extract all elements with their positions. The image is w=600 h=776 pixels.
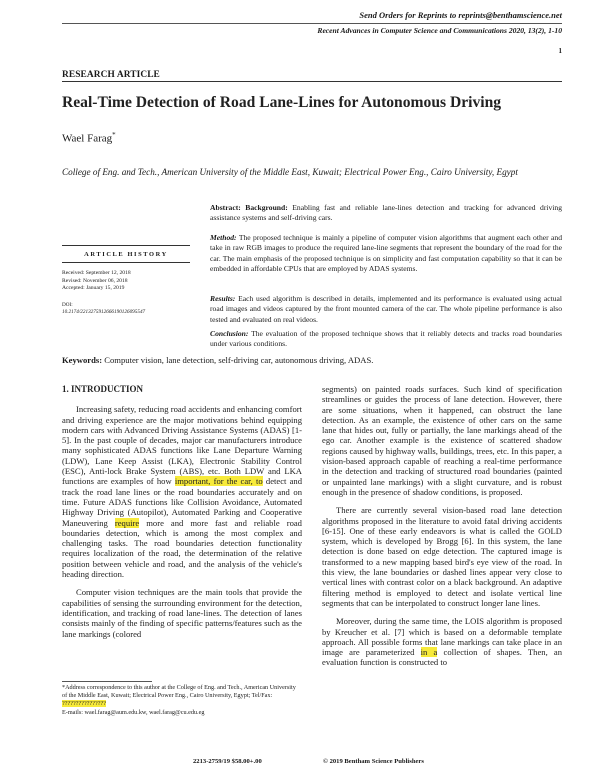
abstract-method-text: The proposed technique is mainly a pipeline of computer vision algorithms that augment each other and take in raw RGB images to produce the required lane-line segments that represent the boundary of the road for the car. The main emphasis of the proposed technique is on simplicity and fast computation capability so that it can be embedded in affordable CPUs that are employed by ADAS systems. <box>210 233 563 273</box>
received-date: Received: September 12, 2018 <box>62 270 131 276</box>
intro-paragraph-5 <box>322 616 562 667</box>
highlight-2[interactable]: require <box>114 517 140 528</box>
intro-paragraph-4: There are currently several vision-based road lane detection algorithms proposed in the literature to avoid fatal driving accidents [6-15]. One of these early endeavors is what is called the GOLD system, which is developed by Brogg [6]. In this system, the lane detection is done based on edge detection. The captured image is transformed to a new mapping based bird's eye view of the road. In this view, the lane boundaries or dashed lines appear very close to vertical lines with contrast color on a black background. An adaptive filtering method is employed to detect and isolate vertical line segments that can be interpolated to construct longer lane lines. <box>322 505 562 608</box>
footnote-emails: E-mails: wael.farag@aum.edu.kw, wael.farag@cu.edu.eg <box>62 708 205 716</box>
affiliation: College of Eng. and Tech., American University of the Middle East, Kuwait; Electrical Power Eng., Cairo University, Egypt <box>62 167 518 177</box>
abstract-conclusion <box>210 329 562 350</box>
author-text: Wael Farag <box>62 132 113 145</box>
abstract-conclusion-text: The evaluation of the proposed technique shows that it reliably detects and tracks road boundaries under various conditions. <box>210 329 562 349</box>
left-column <box>62 384 302 647</box>
abstract-method-label: Method: <box>210 233 237 242</box>
right-column <box>322 384 562 676</box>
abstract-results-text: Each used algorithm is described in details, implemented and its performance is evaluated using actual road images and videos captured by the front mounted camera of the car. The whole pipeline performance is also tested and evaluated on real videos. <box>210 294 562 324</box>
section-heading-introduction: 1. INTRODUCTION <box>62 384 144 394</box>
keywords-label: Keywords: <box>62 355 103 365</box>
intro-paragraph-1 <box>62 404 302 579</box>
paper-title: Real-Time Detection of Road Lane-Lines for Autonomous Driving <box>62 94 502 111</box>
article-history-heading: ARTICLE HISTORY <box>62 245 190 263</box>
intro-p1-text-b: detect and track the road lane lines or the road boundaries accurately and on time. Future ADAS functions like Collision Avoidance, Automated Highway Driving (Autopilot), Automated Parking and Cooperative Maneuvering <box>62 476 303 528</box>
history-dates <box>62 270 190 293</box>
intro-paragraph-3: segments) on painted roads surfaces. Such kind of specification streamlines or guides the process of lane detection. However, there are some situations, when it happened, can obstruct the lane detection. As an example, the existence of other cars on the same lane that hides out, fully or partially, the lane markings ahead of the ego car. Another example is the existence of scattered shadow regions caused by highway walls, buildings, trees, etc. In this paper, a vision-based approach capable of reaching a real-time performance in the detection and tracking of structured road boundaries (painted or unpainted lane markings) with a slight curvature, and is robust enough in the presence of shadow conditions, is proposed. <box>322 384 562 497</box>
footnote-tel[interactable]: ???????????????? <box>62 700 106 708</box>
journal-citation: Recent Advances in Computer Science and Communications 2020, 13(2), 1-10 <box>317 26 562 35</box>
page-number: 1 <box>558 47 562 55</box>
keywords <box>62 355 373 365</box>
abstract-results-label: Results: <box>210 294 236 303</box>
intro-p5-text-b: collection of shapes. Then, an evaluation function is constructed to <box>322 647 563 668</box>
accepted-date: Accepted: January 15, 2019 <box>62 285 125 292</box>
reprints-notice: Send Orders for Reprints to reprints@benthamscience.net <box>359 10 562 20</box>
doi-label: DOI: <box>62 301 73 308</box>
doi <box>62 302 190 316</box>
article-type: RESEARCH ARTICLE <box>62 70 160 80</box>
abstract-conclusion-label: Conclusion: <box>210 329 249 338</box>
abstract-method <box>210 233 562 274</box>
abstract-background-text: Enabling fast and reliable lane-lines detection and tracking for advanced driving assistance systems and self-driving cars. <box>210 203 562 223</box>
intro-p1-text-c: more and more fast and reliable road boundaries detection, which is among the most complex and challenging tasks. The road boundaries detection functionality requires localization of the road, the determination of the relative position between vehicle and road, and the analysis of the vehicle's heading direction. <box>62 517 302 580</box>
doi-link[interactable]: 10.2174/2213275912666190126095547 <box>62 308 146 315</box>
keywords-text: Computer vision, lane detection, self-driving car, autonomous driving, ADAS. <box>104 355 374 365</box>
author-mark: * <box>112 131 116 139</box>
highlight-1[interactable]: important, for the car, to <box>174 476 263 487</box>
abstract-results <box>210 294 562 325</box>
author-name <box>62 131 116 145</box>
footnote-rule <box>62 681 152 682</box>
intro-p5-text-a: Moreover, during the same time, the LOIS algorithm is proposed by Kreucher et al. [7] which is based on a deformable template approach. All possible forms that lane markings can take place in an image are parameterized <box>322 616 562 658</box>
correspondence-footnote <box>62 684 302 717</box>
intro-paragraph-2: Computer vision techniques are the main tools that provide the capabilities of sensing the surrounding environment for the detection, identification, and tracking of road lane-lines. The detection of lanes consists mainly of the finding of specific patterns/features such as the lane markings (colored <box>62 587 302 639</box>
footnote-text: *Address correspondence to this author at the College of Eng. and Tech., American University of the Middle East, Kuwait; Electrical Power Eng., Cairo University, Egypt; Tel/Fax: <box>62 684 296 700</box>
article-history <box>62 245 190 315</box>
abstract-background <box>210 203 562 224</box>
abstract-background-label: Abstract: Background: <box>210 203 288 212</box>
type-rule <box>62 81 562 82</box>
copyright: © 2019 Bentham Science Publishers <box>323 758 424 765</box>
highlight-3[interactable]: in a <box>420 647 438 658</box>
header-rule <box>62 23 562 24</box>
issn-price: 2213-2759/19 $58.00+.00 <box>193 758 262 765</box>
revised-date: Revised: November 06, 2018 <box>62 277 128 284</box>
intro-p1-text-a: Increasing safety, reducing road accidents and enhancing comfort and driving experience are the major motivations behind equipping modern cars with Advanced Driving Assistance Systems (ADAS) [1-5]. In the past couple of decades, major car manufacturers introduce many sophisticated ADAS functions like Lane Departure Warning (LDW), Lane Keep Assist (LKA), Electronic Stability Control (ESC), Anti-lock Brake System (ABS), etc. Both LDW and LKA functions are examples of how <box>62 404 302 487</box>
